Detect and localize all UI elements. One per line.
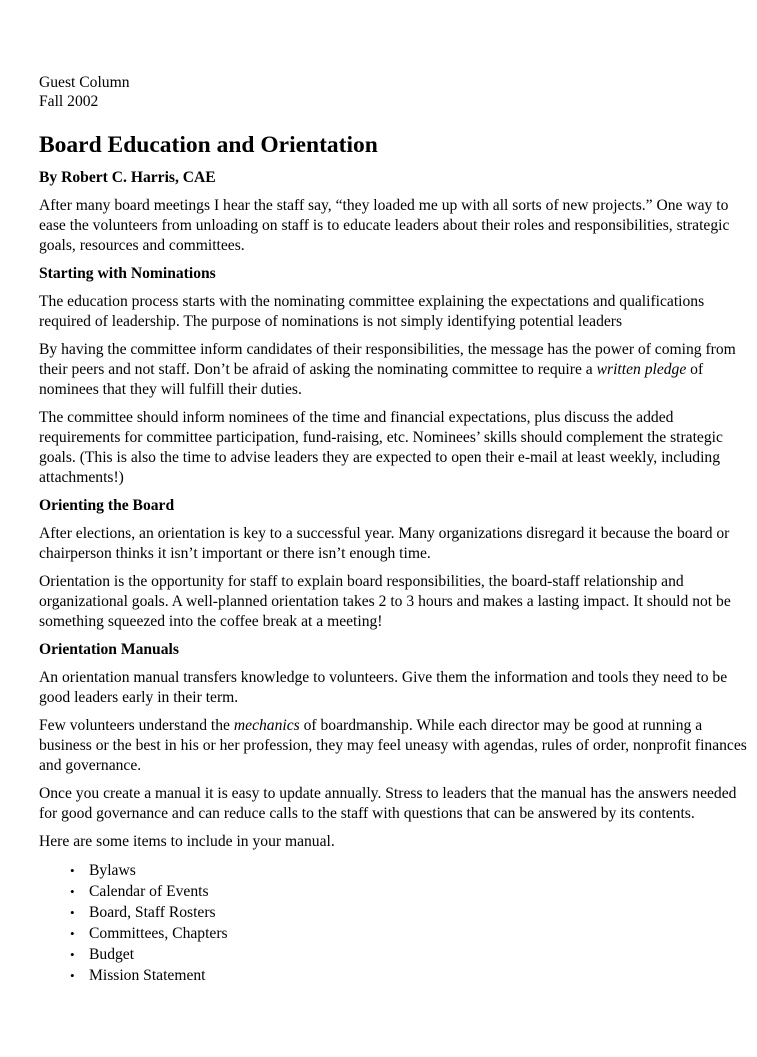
- list-item: [70, 923, 751, 944]
- document-page: [39, 73, 751, 986]
- list-item-label: Calendar of Events: [89, 883, 209, 900]
- article-title: Board Education and Orientation: [39, 132, 378, 158]
- list-item: [70, 860, 751, 881]
- paragraph-text: By having the committee inform candidates of their responsibilities, the message has the power of coming from their peers and not staff. Don’t be afraid of asking the nominating committee to require a: [39, 341, 736, 378]
- paragraph: Orientation is the opportunity for staff to explain board responsibilities, the board-staff relationship and organizational goals. A well-planned orientation takes 2 to 3 hours and makes a lasting impact. It should not be something squeezed into the coffee break at a meeting!: [39, 573, 731, 630]
- paragraph: The committee should inform nominees of the time and financial expectations, plus discuss the added requirements for committee participation, fund-raising, etc. Nominees’ skills should complement the strategic goals. (This is also the time to advise leaders they are expected to open their e-mail at least weekly, including attachments!): [39, 409, 723, 486]
- paragraph: Once you create a manual it is easy to update annually. Stress to leaders that the manual has the answers needed for good governance and can reduce calls to the staff with questions that can be answered by its contents.: [39, 785, 737, 822]
- section-heading-nominations: Starting with Nominations: [39, 265, 216, 282]
- column-label: Guest Column: [39, 74, 130, 91]
- section-heading-orienting: Orienting the Board: [39, 497, 175, 514]
- paragraph-text: Few volunteers understand the: [39, 717, 234, 734]
- list-item: [70, 902, 751, 923]
- paragraph: An orientation manual transfers knowledge to volunteers. Give them the information and tools they need to be good leaders early in their term.: [39, 669, 728, 706]
- bullet-icon: •: [70, 926, 75, 941]
- paragraph: [39, 340, 751, 400]
- list-item-label: Bylaws: [89, 862, 136, 879]
- issue-date: Fall 2002: [39, 93, 99, 110]
- list-item-label: Budget: [89, 946, 135, 963]
- paragraph: After elections, an orientation is key to a successful year. Many organizations disregard it because the board or chairperson thinks it isn’t important or there isn’t enough time.: [39, 525, 730, 562]
- list-item-label: Mission Statement: [89, 967, 206, 984]
- bullet-icon: •: [70, 884, 75, 899]
- column-header: [39, 73, 751, 111]
- section-heading-manuals: Orientation Manuals: [39, 641, 179, 658]
- bullet-icon: •: [70, 947, 75, 962]
- emphasis-text: written pledge: [596, 361, 687, 378]
- manual-items-list: [39, 860, 751, 986]
- paragraph-text: of nominees that they will fulfill their duties.: [39, 361, 704, 398]
- emphasis-text: mechanics: [233, 717, 300, 734]
- list-item: [70, 881, 751, 902]
- list-item: [70, 965, 751, 986]
- list-item-label: Board, Staff Rosters: [89, 904, 216, 921]
- bullet-icon: •: [70, 968, 75, 983]
- paragraph: [39, 716, 751, 776]
- article-byline: By Robert C. Harris, CAE: [39, 169, 216, 186]
- intro-paragraph: After many board meetings I hear the staff say, “they loaded me up with all sorts of new projects.” One way to ease the volunteers from unloading on staff is to educate leaders about their roles and responsibilities, strategic goals, resources and committees.: [39, 197, 730, 254]
- paragraph-text: of boardmanship. While each director may be good at running a business or the best in his or her profession, they may feel uneasy with agendas, rules of order, nonprofit finances and governance.: [39, 717, 747, 774]
- paragraph: Here are some items to include in your manual.: [39, 833, 335, 850]
- bullet-icon: •: [70, 863, 75, 878]
- list-item: [70, 944, 751, 965]
- list-item-label: Committees, Chapters: [89, 925, 228, 942]
- paragraph: The education process starts with the nominating committee explaining the expectations and qualifications required of leadership. The purpose of nominations is not simply identifying potential leaders: [39, 293, 705, 330]
- bullet-icon: •: [70, 905, 75, 920]
